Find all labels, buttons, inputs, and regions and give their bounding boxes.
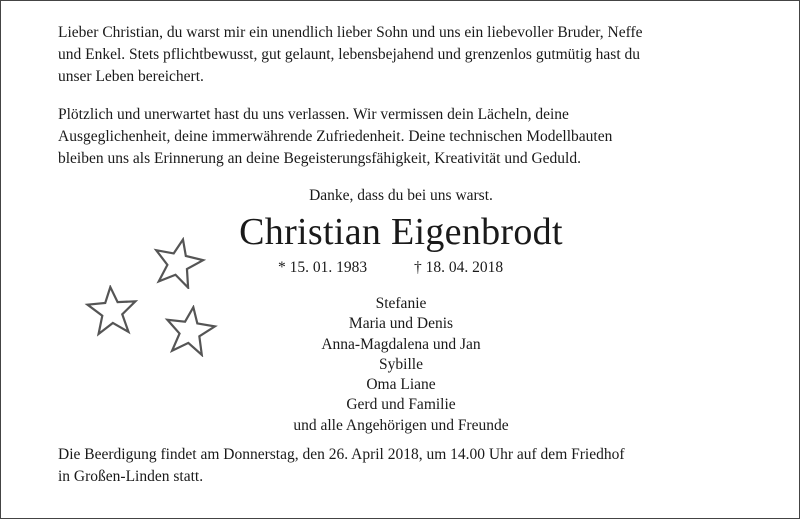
memory-paragraph xyxy=(58,104,758,170)
mourner: Anna-Magdalena und Jan xyxy=(321,335,481,353)
mourner: und alle Angehörigen und Freunde xyxy=(293,416,509,434)
star-icon xyxy=(149,237,207,289)
memory-line: Ausgeglichenheit, deine immerwährende Zufriedenheit. Deine technischen Modellbauten xyxy=(58,128,613,145)
memory-line: bleiben uns als Erinnerung an deine Begeisterungsfähigkeit, Kreativität und Geduld. xyxy=(58,150,581,167)
mourner: Oma Liane xyxy=(366,376,436,394)
death-date: † 18. 04. 2018 xyxy=(414,259,504,276)
funeral-info xyxy=(58,444,625,488)
intro-paragraph xyxy=(58,22,758,88)
memory-line: Plötzlich und unerwartet hast du uns verlassen. Wir vermissen dein Lächeln, deine xyxy=(58,106,569,123)
intro-line: und Enkel. Stets pflichtbewusst, gut gelaunt, lebensbejahend und grenzenlos gutmütig hast du xyxy=(58,46,641,63)
funeral-line: in Großen-Linden statt. xyxy=(58,468,204,485)
mourner: Sybille xyxy=(379,355,423,373)
mourners-list xyxy=(1,294,800,436)
intro-line: Lieber Christian, du warst mir ein unendlich lieber Sohn und uns ein liebevoller Bruder, Neffe xyxy=(58,24,643,41)
mourner: Stefanie xyxy=(375,295,427,312)
funeral-line: Die Beerdigung findet am Donnerstag, den 26. April 2018, um 14.00 Uhr auf dem Friedhof xyxy=(58,446,625,463)
birth-date: * 15. 01. 1983 xyxy=(278,259,368,276)
thanks-line: Danke, dass du bei uns warst. xyxy=(309,187,493,204)
mourner: Maria und Denis xyxy=(348,315,454,333)
intro-line: unser Leben bereichert. xyxy=(58,68,204,85)
mourner: Gerd und Familie xyxy=(346,396,456,414)
deceased-name: Christian Eigenbrodt xyxy=(239,211,563,253)
